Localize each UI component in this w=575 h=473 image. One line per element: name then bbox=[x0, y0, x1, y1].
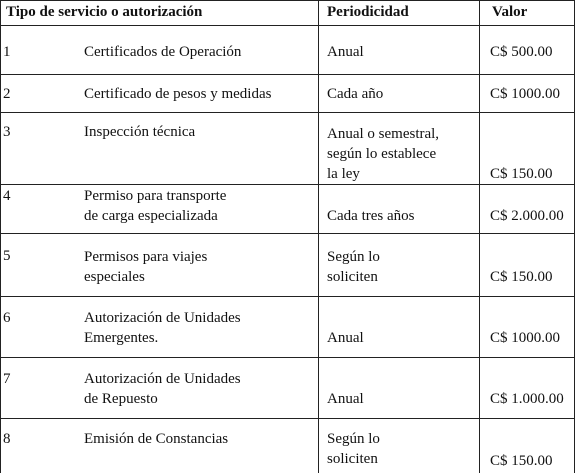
period-text: Anual bbox=[327, 391, 364, 407]
service-name: Emergentes. bbox=[84, 330, 159, 346]
row-number: 1 bbox=[3, 44, 11, 60]
value-amount: C$ 1000.00 bbox=[490, 330, 561, 346]
row-number: 8 bbox=[3, 431, 11, 447]
value-amount: C$ 2.000.00 bbox=[490, 208, 564, 224]
period-text: soliciten bbox=[327, 451, 378, 467]
row-number: 7 bbox=[3, 371, 11, 387]
header-value: Valor bbox=[492, 4, 528, 20]
table-border-left bbox=[0, 0, 1, 473]
value-amount: C$ 1000.00 bbox=[490, 86, 561, 102]
period-text: Cada año bbox=[327, 86, 384, 102]
row-number: 5 bbox=[3, 248, 11, 264]
period-text: Según lo bbox=[327, 431, 380, 447]
service-name: Permisos para viajes bbox=[84, 249, 208, 265]
row-divider bbox=[0, 112, 575, 113]
row-number: 3 bbox=[3, 124, 11, 140]
table-border-top bbox=[0, 0, 575, 1]
row-number: 4 bbox=[3, 188, 11, 204]
header-divider bbox=[0, 25, 575, 26]
period-text: la ley bbox=[327, 166, 360, 182]
header-period: Periodicidad bbox=[327, 4, 409, 20]
value-amount: C$ 150.00 bbox=[490, 166, 553, 182]
row-divider bbox=[0, 418, 575, 419]
service-name: especiales bbox=[84, 269, 145, 285]
value-amount: C$ 1.000.00 bbox=[490, 391, 564, 407]
service-name: Certificado de pesos y medidas bbox=[84, 86, 272, 102]
service-name: Certificados de Operación bbox=[84, 44, 242, 60]
header-service: Tipo de servicio o autorización bbox=[6, 4, 203, 20]
row-number: 2 bbox=[3, 86, 11, 102]
period-text: Anual bbox=[327, 330, 364, 346]
service-name: Autorización de Unidades bbox=[84, 371, 241, 387]
service-name: de Repuesto bbox=[84, 391, 158, 407]
row-divider bbox=[0, 357, 575, 358]
row-number: 6 bbox=[3, 310, 11, 326]
service-name: Autorización de Unidades bbox=[84, 310, 241, 326]
column-divider bbox=[318, 0, 319, 473]
period-text: Anual bbox=[327, 44, 364, 60]
period-text: según lo establece bbox=[327, 146, 437, 162]
row-divider bbox=[0, 184, 575, 185]
value-amount: C$ 150.00 bbox=[490, 269, 553, 285]
period-text: Anual o semestral, bbox=[327, 126, 440, 142]
service-name: de carga especializada bbox=[84, 208, 218, 224]
row-divider bbox=[0, 233, 575, 234]
period-text: Según lo bbox=[327, 249, 380, 265]
service-name: Emisión de Constancias bbox=[84, 431, 229, 447]
row-divider bbox=[0, 296, 575, 297]
value-amount: C$ 500.00 bbox=[490, 44, 553, 60]
period-text: Cada tres años bbox=[327, 208, 415, 224]
value-amount: C$ 150.00 bbox=[490, 453, 553, 469]
period-text: soliciten bbox=[327, 269, 378, 285]
row-divider bbox=[0, 74, 575, 75]
service-name: Permiso para transporte bbox=[84, 188, 227, 204]
column-divider bbox=[479, 0, 480, 473]
service-name: Inspección técnica bbox=[84, 124, 196, 140]
